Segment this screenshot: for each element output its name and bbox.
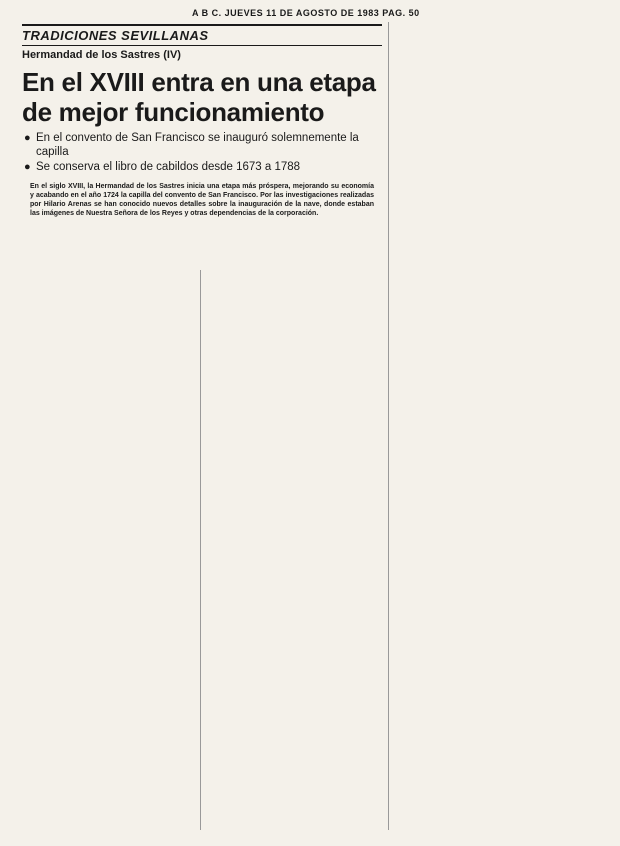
body-columns xyxy=(22,270,382,830)
column-rule xyxy=(200,270,201,830)
headline: En el XVIII entra en una etapa de mejor funcionamiento xyxy=(22,67,376,127)
bullet-text: En el convento de San Francisco se inauguró solemnemente la capilla xyxy=(36,132,359,158)
bullet-text: Se conserva el libro de cabildos desde 1673 a 1788 xyxy=(36,161,301,173)
section-title: TRADICIONES SEVILLANAS xyxy=(22,24,382,46)
bullet-list xyxy=(22,131,382,174)
bullet-icon: ● xyxy=(24,132,31,144)
bullet-item xyxy=(22,131,382,159)
column-rule xyxy=(388,22,389,830)
column-2 xyxy=(206,270,382,830)
article-top xyxy=(22,24,382,218)
bullet-icon: ● xyxy=(24,161,31,173)
column-1 xyxy=(22,270,194,830)
column-3 xyxy=(394,22,602,830)
lead-paragraph: En el siglo XVIII, la Hermandad de los Sastres inicia una etapa más próspera, mejorando su economía y acabando en el año 1724 la capilla del convento de San Francisco. Por las investigaciones realizadas por Hilario Arenas se han conocido nuevos detalles sobre la inauguración de la nave, donde estaban las imágenes de Nuestra Señora de los Reyes y otras dependencias de la corporación. xyxy=(30,183,374,217)
page-header: A B C. JUEVES 11 DE AGOSTO DE 1983 PAG. 50 xyxy=(192,8,420,18)
kicker: Hermandad de los Sastres (IV) xyxy=(22,49,181,61)
newspaper-page xyxy=(22,8,602,838)
bullet-item xyxy=(22,160,382,174)
